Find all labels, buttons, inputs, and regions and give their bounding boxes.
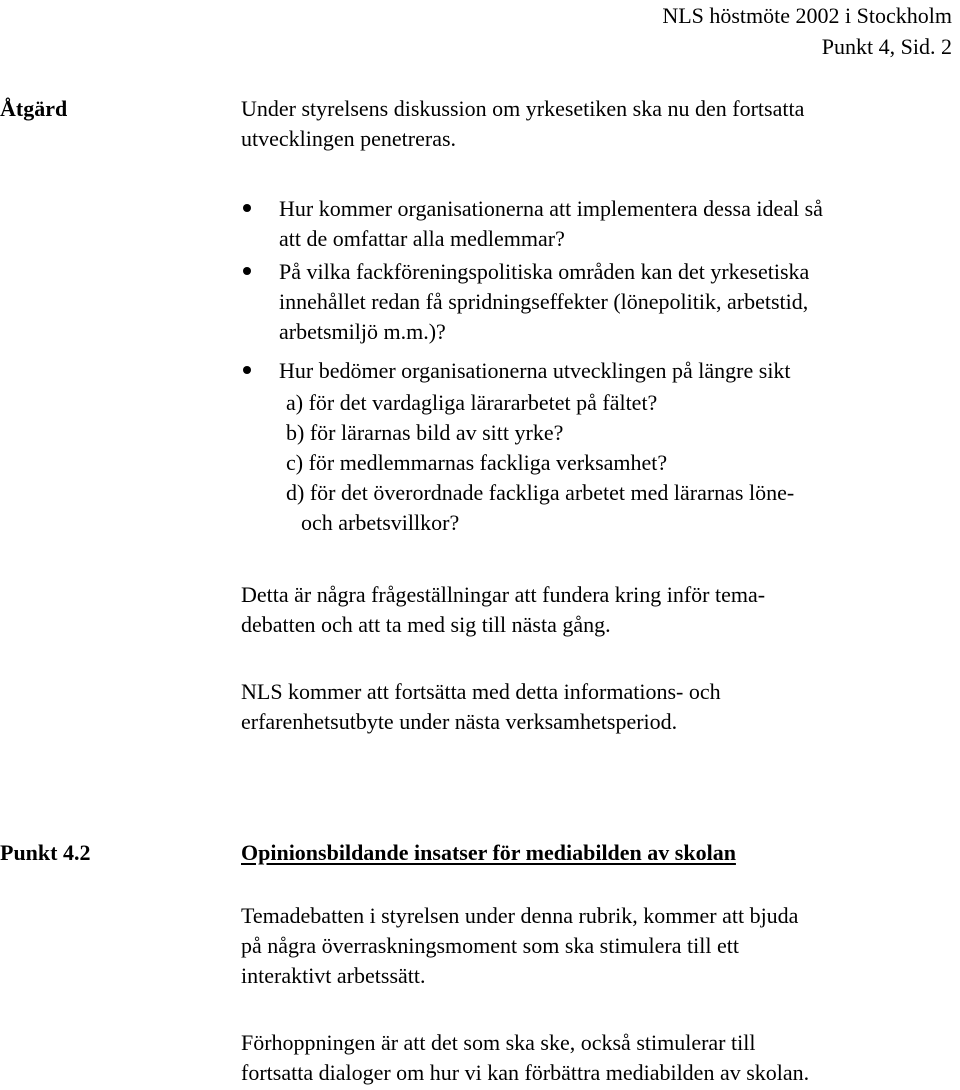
paragraph [241,901,956,991]
text-line: innehållet redan få spridningseffekter (lönepolitik, arbetstid, [279,289,809,314]
section-label-action: Åtgärd [0,96,68,121]
bullet-icon [243,267,251,275]
action-intro [241,94,956,154]
sub-item: b) för lärarnas bild av sitt yrke? [286,420,564,445]
bullet-item [279,194,823,254]
meeting-title: NLS höstmöte 2002 i Stockholm [662,3,952,28]
text-line: fortsatta dialoger om hur vi kan förbättra mediabilden av skolan. [241,1060,810,1085]
sub-item: c) för medlemmarnas fackliga verksamhet? [286,450,668,475]
text-line: Temadebatten i styrelsen under denna rubrik, kommer att bjuda [241,903,799,928]
page-header [662,0,952,62]
text-line: utvecklingen penetreras. [241,126,457,151]
page-reference: Punkt 4, Sid. 2 [821,34,952,59]
text-line: Hur kommer organisationerna att implementera dessa ideal så [279,196,823,221]
sub-item: d) för det överordnade fackliga arbetet med lärarnas löne- [286,480,795,505]
text-line: arbetsmiljö m.m.)? [279,319,446,344]
text-line: på några överraskningsmoment som ska stimulera till ett [241,933,739,958]
bullet-icon [243,366,251,374]
text-line: Förhoppningen är att det som ska ske, också stimulerar till [241,1030,756,1055]
sub-item: och arbetsvillkor? [301,510,460,535]
bullet-item [279,257,809,347]
text-line: debatten och att ta med sig till nästa gång. [241,612,611,637]
bullet-icon [243,204,251,212]
text-line: Detta är några frågeställningar att fundera kring inför tema- [241,582,766,607]
text-line: Hur bedömer organisationerna utvecklingen på längre sikt [279,358,791,383]
paragraph [241,677,956,737]
bullet-item [279,356,791,386]
text-line: NLS kommer att fortsätta med detta informations- och [241,679,721,704]
section-label-4-2: Punkt 4.2 [0,840,91,865]
text-line: erfarenhetsutbyte under nästa verksamhetsperiod. [241,709,678,734]
paragraph [241,580,956,640]
text-line: På vilka fackföreningspolitiska områden kan det yrkesetiska [279,259,810,284]
text-line: Under styrelsens diskussion om yrkesetiken ska nu den fortsatta [241,96,805,121]
paragraph [241,1028,956,1088]
text-line: interaktivt arbetssätt. [241,963,426,988]
section-heading: Opinionsbildande insatser för mediabilden av skolan [241,840,736,865]
sub-item: a) för det vardagliga lärararbetet på fältet? [286,390,658,415]
text-line: att de omfattar alla medlemmar? [279,226,565,251]
